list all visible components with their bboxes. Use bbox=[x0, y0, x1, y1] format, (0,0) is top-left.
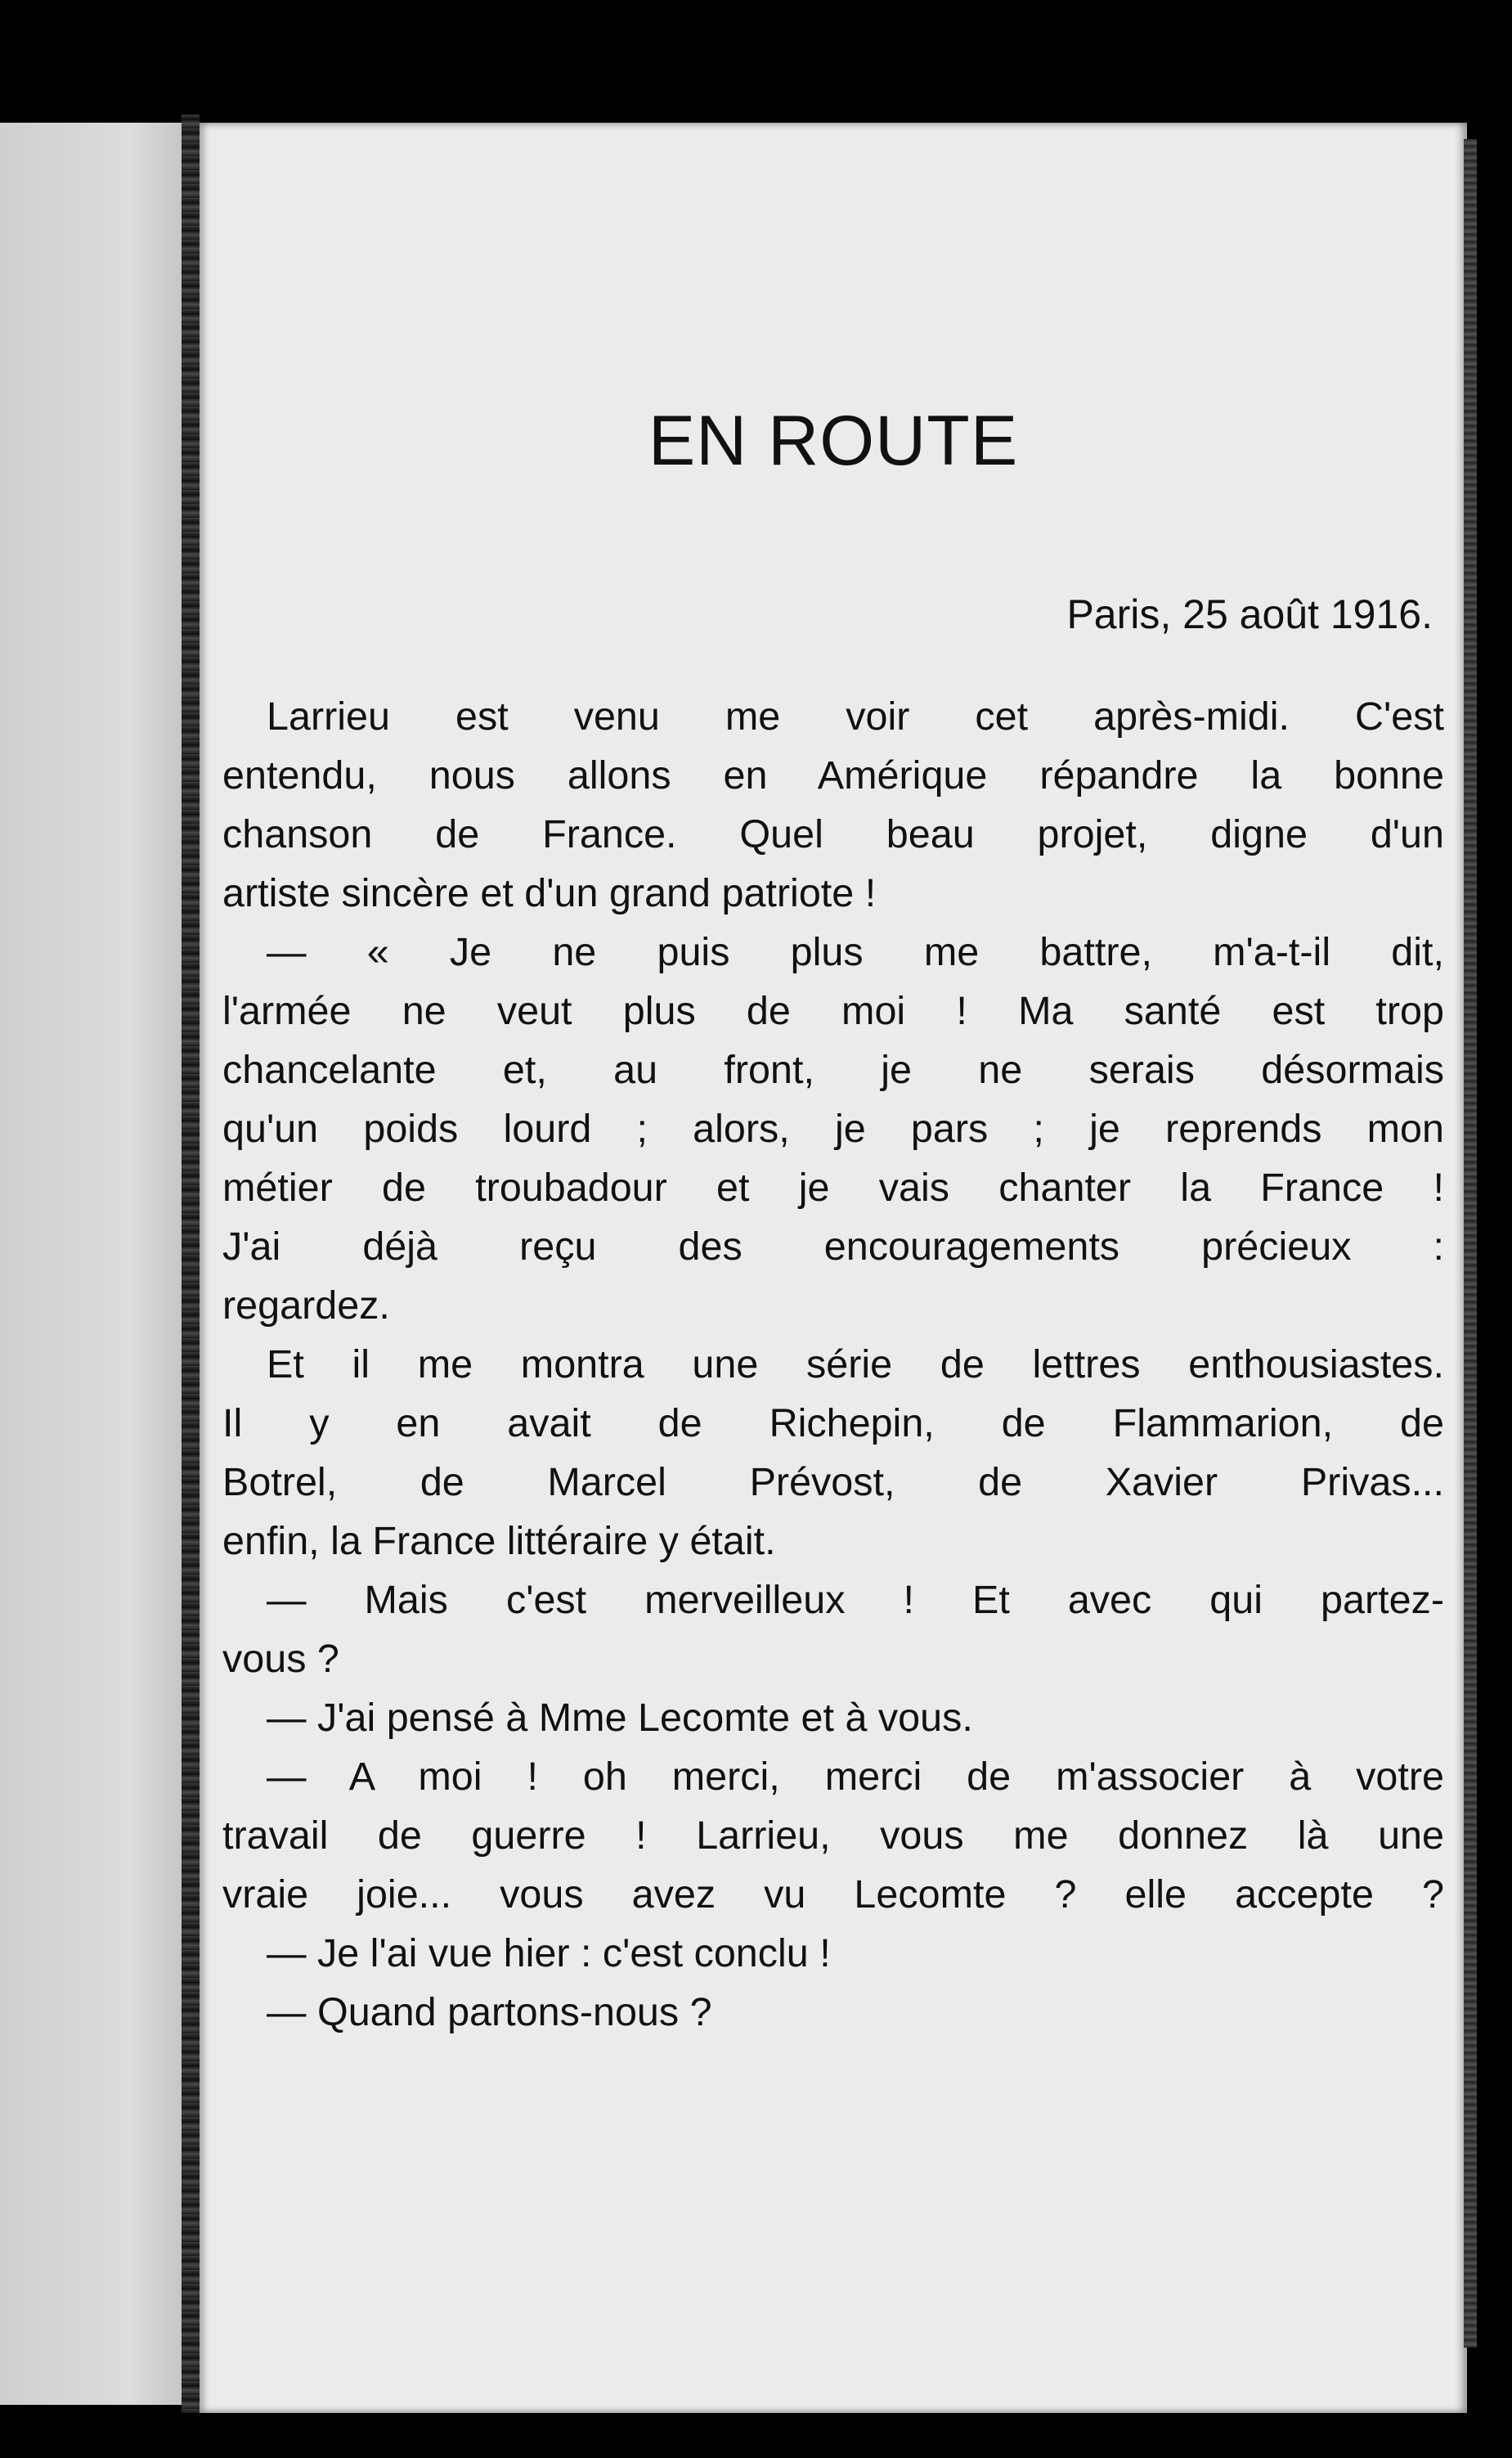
text-line: J'ai déjà reçu des encouragements précieux : bbox=[222, 1225, 1444, 1269]
paragraph bbox=[222, 1335, 1444, 1571]
text-line: chancelante et, au front, je ne serais désormais bbox=[222, 1048, 1444, 1092]
text-line: artiste sincère et d'un grand patriote ! bbox=[222, 871, 877, 915]
text-line: regardez. bbox=[222, 1283, 390, 1328]
text-line: chanson de France. Quel beau projet, digne d'un bbox=[222, 812, 1444, 856]
book-page bbox=[200, 123, 1467, 2413]
text-line: métier de troubadour et je vais chanter la France ! bbox=[222, 1166, 1444, 1210]
body-text bbox=[222, 687, 1444, 2042]
text-line: — Mais c'est merveilleux ! Et avec qui partez- bbox=[267, 1578, 1444, 1622]
paragraph bbox=[222, 1747, 1444, 1924]
text-line: l'armée ne veut plus de moi ! Ma santé est trop bbox=[222, 989, 1444, 1033]
text-line: Et il me montra une série de lettres enthousiastes. bbox=[267, 1342, 1444, 1386]
text-line: — Quand partons-nous ? bbox=[267, 1990, 712, 2034]
text-line: entendu, nous allons en Amérique répandre la bonne bbox=[222, 753, 1444, 798]
text-line: qu'un poids lourd ; alors, je pars ; je reprends mon bbox=[222, 1107, 1444, 1151]
text-line: vous ? bbox=[222, 1637, 339, 1681]
book-gutter bbox=[182, 115, 200, 2413]
paragraph bbox=[222, 923, 1444, 1335]
text-line: travail de guerre ! Larrieu, vous me donnez là une bbox=[222, 1813, 1444, 1858]
paragraph bbox=[222, 1571, 1444, 1688]
paragraph bbox=[222, 1688, 1444, 1747]
text-line: — « Je ne puis plus me battre, m'a-t-il dit, bbox=[267, 930, 1444, 974]
page-text-block bbox=[200, 123, 1467, 2413]
chapter-title: EN ROUTE bbox=[648, 402, 1019, 480]
text-line: — J'ai pensé à Mme Lecomte et à vous. bbox=[267, 1696, 973, 1740]
text-line: Il y en avait de Richepin, de Flammarion, de bbox=[222, 1401, 1444, 1445]
dateline: Paris, 25 août 1916. bbox=[1066, 591, 1433, 637]
paragraph bbox=[222, 1983, 1444, 2042]
paragraph bbox=[222, 687, 1444, 923]
text-line: enfin, la France littéraire y était. bbox=[222, 1519, 776, 1563]
text-line: Larrieu est venu me voir cet après-midi. C'est bbox=[267, 694, 1444, 739]
paragraph bbox=[222, 1924, 1444, 1983]
page-edge-shadow bbox=[1464, 139, 1477, 2348]
text-line: Botrel, de Marcel Prévost, de Xavier Privas... bbox=[222, 1460, 1444, 1504]
text-line: vraie joie... vous avez vu Lecomte ? elle accepte ? bbox=[222, 1872, 1444, 1917]
text-line: — Je l'ai vue hier : c'est conclu ! bbox=[267, 1931, 831, 1975]
facing-page-edge bbox=[0, 123, 186, 2405]
text-line: — A moi ! oh merci, merci de m'associer à votre bbox=[267, 1755, 1444, 1799]
